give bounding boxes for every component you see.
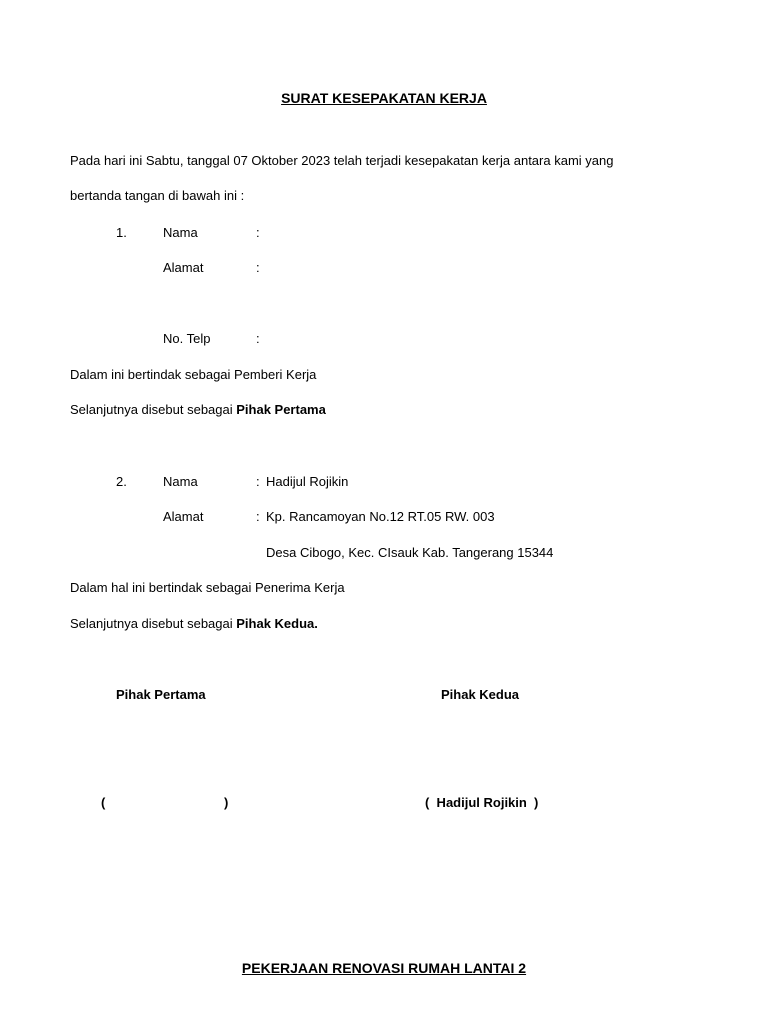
party1-referred-line	[70, 402, 326, 418]
signature-right-label: Pihak Kedua	[441, 687, 520, 702]
party1-referred-prefix: Selanjutnya disebut sebagai	[70, 402, 237, 417]
party1-name-colon: :	[256, 225, 260, 240]
party1-phone-colon: :	[256, 331, 260, 346]
signature-left-open-paren: (	[101, 795, 106, 810]
party2-role-line: Dalam hal ini bertindak sebagai Penerima Kerja	[70, 580, 345, 595]
party2-referred-prefix: Selanjutnya disebut sebagai	[70, 616, 237, 631]
signature-left-label: Pihak Pertama	[116, 687, 206, 702]
party2-address-line-1: Kp. Rancamoyan No.12 RT.05 RW. 003	[266, 509, 495, 524]
party2-name-value: Hadijul Rojikin	[266, 474, 349, 489]
party2-number: 2.	[116, 474, 127, 489]
signature-right-name: ( Hadijul Rojikin )	[425, 795, 539, 810]
footer-title: PEKERJAAN RENOVASI RUMAH LANTAI 2	[241, 960, 527, 976]
party2-address-label: Alamat	[163, 509, 204, 524]
party2-referred-line	[70, 616, 318, 632]
party1-number: 1.	[116, 225, 127, 240]
party1-address-label: Alamat	[163, 260, 204, 275]
party2-address-colon: :	[256, 509, 260, 524]
party2-name-label: Nama	[163, 474, 198, 489]
party1-name-label: Nama	[163, 225, 198, 240]
document-title: SURAT KESEPAKATAN KERJA	[281, 90, 487, 106]
party1-referred-bold: Pihak Pertama	[236, 402, 326, 417]
party1-phone-label: No. Telp	[163, 331, 211, 346]
party1-address-colon: :	[256, 260, 260, 275]
party2-address-line-2: Desa Cibogo, Kec. CIsauk Kab. Tangerang 15344	[266, 545, 554, 560]
intro-line-2: bertanda tangan di bawah ini :	[70, 188, 245, 203]
signature-left-close-paren: )	[224, 795, 229, 810]
party1-role-line: Dalam ini bertindak sebagai Pemberi Kerja	[70, 367, 317, 382]
party2-name-colon: :	[256, 474, 260, 489]
party2-referred-bold: Pihak Kedua.	[236, 616, 318, 631]
intro-line-1: Pada hari ini Sabtu, tanggal 07 Oktober 2023 telah terjadi kesepakatan kerja antara kami yang	[70, 153, 614, 168]
